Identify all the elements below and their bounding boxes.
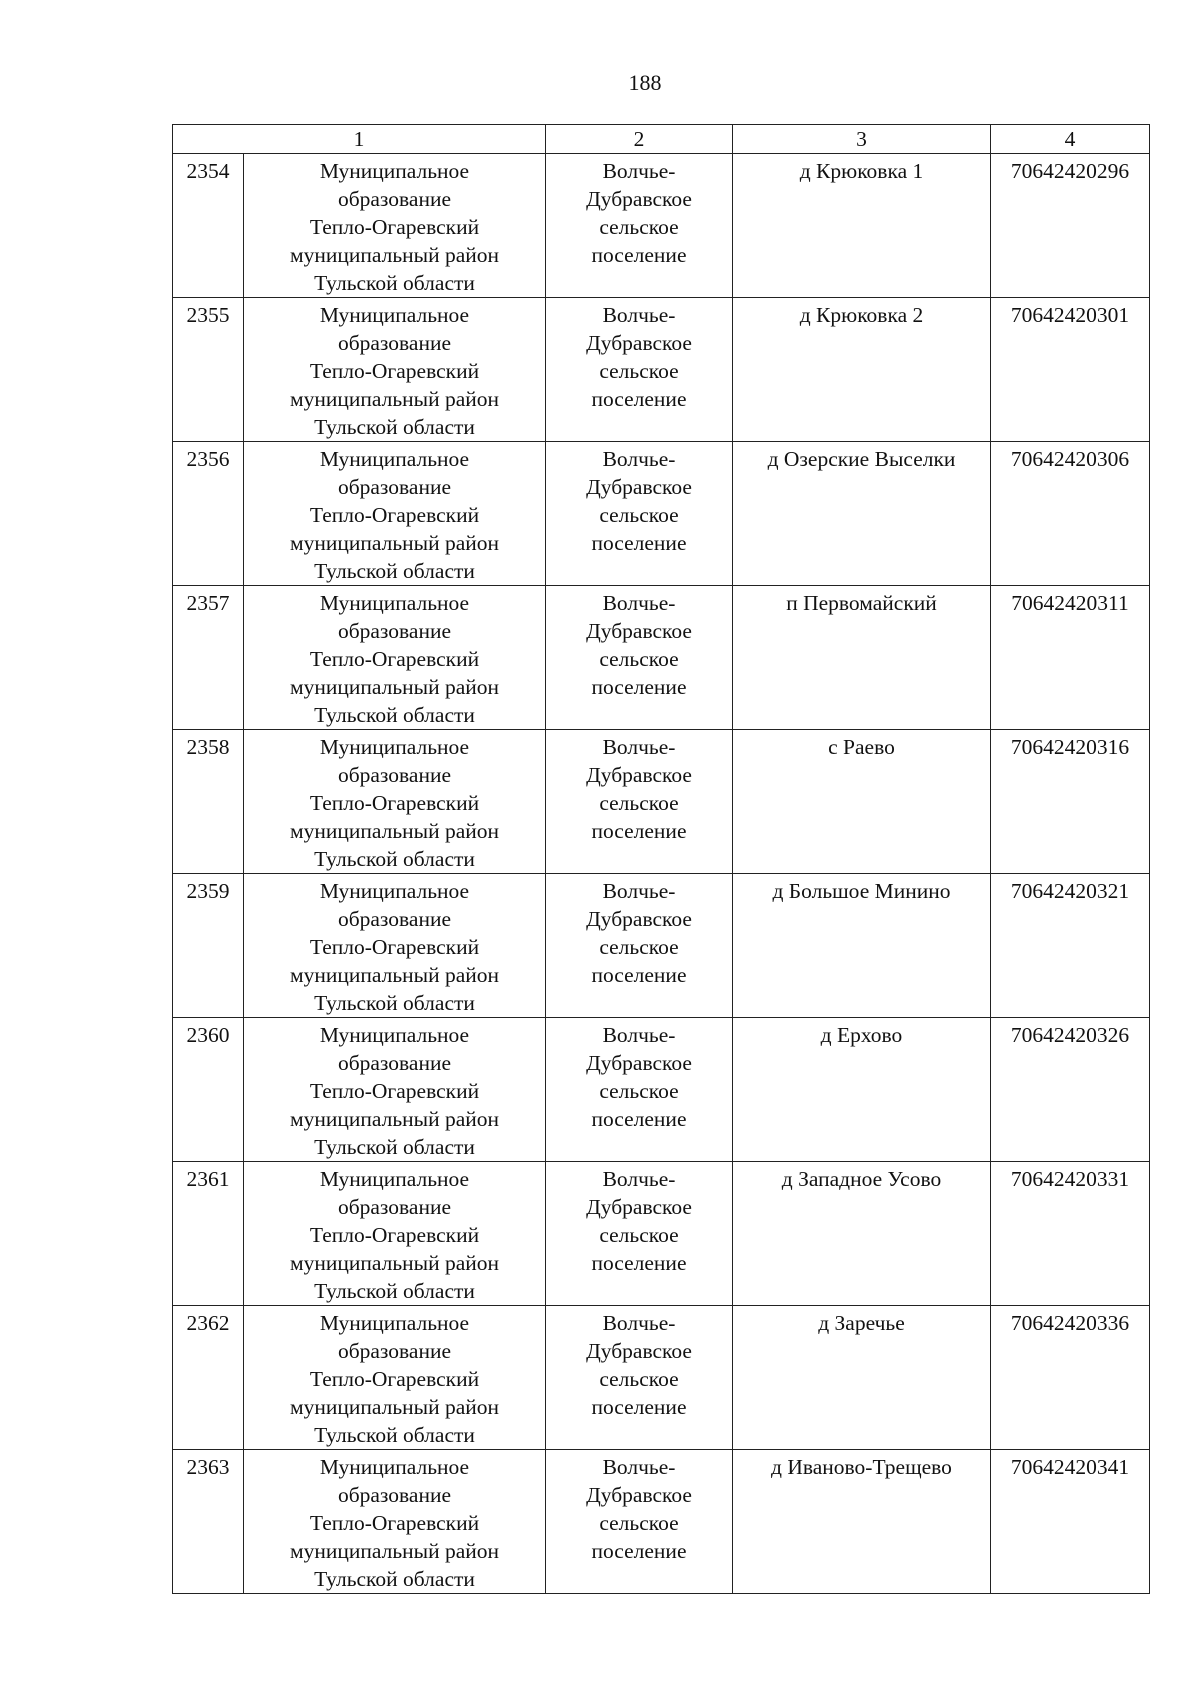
settlement-cell	[546, 442, 733, 586]
oktmo-code: 70642420311	[991, 586, 1150, 730]
municipality-line: Муниципальное	[319, 303, 470, 327]
settlement-line: поселение	[591, 819, 687, 843]
settlement-line: Волчье-	[602, 159, 676, 183]
settlement-cell	[546, 730, 733, 874]
row-number: 2358	[173, 730, 244, 874]
municipality-line: Тепло-Огаревский	[309, 791, 480, 815]
municipality-line: Тепло-Огаревский	[309, 503, 480, 527]
municipality-line: Тульской области	[314, 271, 475, 295]
settlement-line: сельское	[599, 215, 679, 239]
municipality-line: муниципальный район	[289, 963, 500, 987]
municipality-line: муниципальный район	[289, 531, 500, 555]
settlement-line: Волчье-	[602, 1167, 676, 1191]
locality-name: д Заречье	[733, 1306, 991, 1450]
column-header-2: 2	[546, 125, 733, 154]
settlement-line: Дубравское	[586, 763, 692, 787]
settlement-line: Волчье-	[602, 1455, 676, 1479]
table-row	[173, 1018, 1150, 1162]
municipality-line: Тепло-Огаревский	[309, 215, 480, 239]
municipality-line: Тульской области	[314, 703, 475, 727]
settlement-line: сельское	[599, 791, 679, 815]
settlement-line: сельское	[599, 1367, 679, 1391]
settlement-line: Волчье-	[602, 447, 676, 471]
settlement-line: сельское	[599, 1223, 679, 1247]
municipality-cell	[244, 1450, 546, 1594]
municipality-line: муниципальный район	[289, 1539, 500, 1563]
locality-name: п Первомайский	[733, 586, 991, 730]
settlement-line: Дубравское	[586, 475, 692, 499]
settlement-line: поселение	[591, 963, 687, 987]
settlement-line: поселение	[591, 675, 687, 699]
settlement-line: поселение	[591, 1395, 687, 1419]
settlement-line: сельское	[599, 935, 679, 959]
settlement-cell	[546, 1306, 733, 1450]
municipality-line: образование	[337, 1339, 452, 1363]
oktmo-code: 70642420321	[991, 874, 1150, 1018]
municipality-line: Тепло-Огаревский	[309, 359, 480, 383]
municipality-line: Тепло-Огаревский	[309, 1079, 480, 1103]
municipality-line: муниципальный район	[289, 1395, 500, 1419]
settlement-line: поселение	[591, 1251, 687, 1275]
settlement-line: сельское	[599, 1079, 679, 1103]
municipality-cell	[244, 1018, 546, 1162]
table-row	[173, 1306, 1150, 1450]
settlement-line: Дубравское	[586, 1483, 692, 1507]
locality-name: д Иваново-Трещево	[733, 1450, 991, 1594]
table-row	[173, 586, 1150, 730]
settlement-cell	[546, 586, 733, 730]
municipality-line: Муниципальное	[319, 735, 470, 759]
municipality-line: образование	[337, 763, 452, 787]
column-header-4: 4	[991, 125, 1150, 154]
locality-name: д Ерхово	[733, 1018, 991, 1162]
locality-name: с Раево	[733, 730, 991, 874]
locality-name: д Большое Минино	[733, 874, 991, 1018]
locality-name: д Крюковка 1	[733, 154, 991, 298]
municipality-line: Муниципальное	[319, 447, 470, 471]
municipality-line: муниципальный район	[289, 819, 500, 843]
settlements-table	[172, 124, 1150, 1594]
oktmo-code: 70642420296	[991, 154, 1150, 298]
municipality-cell	[244, 154, 546, 298]
municipality-line: образование	[337, 187, 452, 211]
municipality-line: образование	[337, 1195, 452, 1219]
municipality-cell	[244, 874, 546, 1018]
municipality-line: Тепло-Огаревский	[309, 1367, 480, 1391]
municipality-cell	[244, 730, 546, 874]
table-row	[173, 154, 1150, 298]
row-number: 2356	[173, 442, 244, 586]
table-header-row	[173, 125, 1150, 154]
municipality-line: Тульской области	[314, 1423, 475, 1447]
settlement-cell	[546, 874, 733, 1018]
municipality-cell	[244, 1162, 546, 1306]
municipality-line: Муниципальное	[319, 879, 470, 903]
municipality-line: муниципальный район	[289, 1107, 500, 1131]
municipality-line: Тепло-Огаревский	[309, 1223, 480, 1247]
municipality-line: муниципальный район	[289, 1251, 500, 1275]
settlement-line: Волчье-	[602, 591, 676, 615]
municipality-line: Тепло-Огаревский	[309, 935, 480, 959]
locality-name: д Крюковка 2	[733, 298, 991, 442]
settlement-line: сельское	[599, 503, 679, 527]
table-row	[173, 1162, 1150, 1306]
municipality-line: муниципальный район	[289, 243, 500, 267]
settlement-line: сельское	[599, 359, 679, 383]
municipality-line: Муниципальное	[319, 1167, 470, 1191]
oktmo-code: 70642420331	[991, 1162, 1150, 1306]
settlement-line: сельское	[599, 647, 679, 671]
settlement-line: Дубравское	[586, 1051, 692, 1075]
table-body	[173, 154, 1150, 1594]
settlement-line: поселение	[591, 387, 687, 411]
row-number: 2359	[173, 874, 244, 1018]
municipality-line: образование	[337, 331, 452, 355]
locality-name: д Озерские Выселки	[733, 442, 991, 586]
municipality-line: муниципальный район	[289, 387, 500, 411]
settlement-line: Волчье-	[602, 303, 676, 327]
settlement-line: Дубравское	[586, 187, 692, 211]
page-number: 188	[628, 70, 662, 95]
municipality-line: Муниципальное	[319, 1023, 470, 1047]
row-number: 2360	[173, 1018, 244, 1162]
oktmo-code: 70642420301	[991, 298, 1150, 442]
row-number: 2357	[173, 586, 244, 730]
settlement-line: поселение	[591, 243, 687, 267]
row-number: 2354	[173, 154, 244, 298]
municipality-cell	[244, 586, 546, 730]
row-number: 2362	[173, 1306, 244, 1450]
table-row	[173, 730, 1150, 874]
municipality-line: образование	[337, 1483, 452, 1507]
settlement-line: Дубравское	[586, 1195, 692, 1219]
settlement-line: поселение	[591, 1539, 687, 1563]
locality-name: д Западное Усово	[733, 1162, 991, 1306]
row-number: 2361	[173, 1162, 244, 1306]
municipality-line: образование	[337, 619, 452, 643]
municipality-line: Тульской области	[314, 559, 475, 583]
oktmo-code: 70642420341	[991, 1450, 1150, 1594]
table-row	[173, 1450, 1150, 1594]
settlement-cell	[546, 298, 733, 442]
municipality-line: Тульской области	[314, 415, 475, 439]
municipality-line: Тульской области	[314, 847, 475, 871]
oktmo-code: 70642420306	[991, 442, 1150, 586]
municipality-line: Тульской области	[314, 991, 475, 1015]
municipality-line: Тульской области	[314, 1279, 475, 1303]
municipality-line: образование	[337, 475, 452, 499]
municipality-line: Тепло-Огаревский	[309, 1511, 480, 1535]
settlement-line: Дубравское	[586, 1339, 692, 1363]
settlement-line: сельское	[599, 1511, 679, 1535]
settlement-cell	[546, 1162, 733, 1306]
settlement-cell	[546, 154, 733, 298]
municipality-line: Муниципальное	[319, 591, 470, 615]
municipality-line: образование	[337, 907, 452, 931]
municipality-line: Тульской области	[314, 1567, 475, 1591]
table-row	[173, 298, 1150, 442]
municipality-cell	[244, 298, 546, 442]
column-header-3: 3	[733, 125, 991, 154]
settlement-line: Дубравское	[586, 907, 692, 931]
municipality-cell	[244, 1306, 546, 1450]
settlement-line: Дубравское	[586, 331, 692, 355]
municipality-line: Муниципальное	[319, 1311, 470, 1335]
settlement-line: Волчье-	[602, 1311, 676, 1335]
row-number: 2363	[173, 1450, 244, 1594]
oktmo-code: 70642420316	[991, 730, 1150, 874]
settlement-cell	[546, 1018, 733, 1162]
table-row	[173, 874, 1150, 1018]
municipality-line: Тульской области	[314, 1135, 475, 1159]
settlement-line: Волчье-	[602, 1023, 676, 1047]
municipality-line: Муниципальное	[319, 1455, 470, 1479]
settlement-cell	[546, 1450, 733, 1594]
row-number: 2355	[173, 298, 244, 442]
oktmo-code: 70642420336	[991, 1306, 1150, 1450]
settlement-line: Волчье-	[602, 735, 676, 759]
settlement-line: поселение	[591, 531, 687, 555]
settlement-line: Волчье-	[602, 879, 676, 903]
municipality-line: образование	[337, 1051, 452, 1075]
settlement-line: Дубравское	[586, 619, 692, 643]
municipality-line: муниципальный район	[289, 675, 500, 699]
settlement-line: поселение	[591, 1107, 687, 1131]
column-header-1: 1	[173, 125, 546, 154]
municipality-line: Муниципальное	[319, 159, 470, 183]
oktmo-code: 70642420326	[991, 1018, 1150, 1162]
municipality-cell	[244, 442, 546, 586]
municipality-line: Тепло-Огаревский	[309, 647, 480, 671]
table-row	[173, 442, 1150, 586]
